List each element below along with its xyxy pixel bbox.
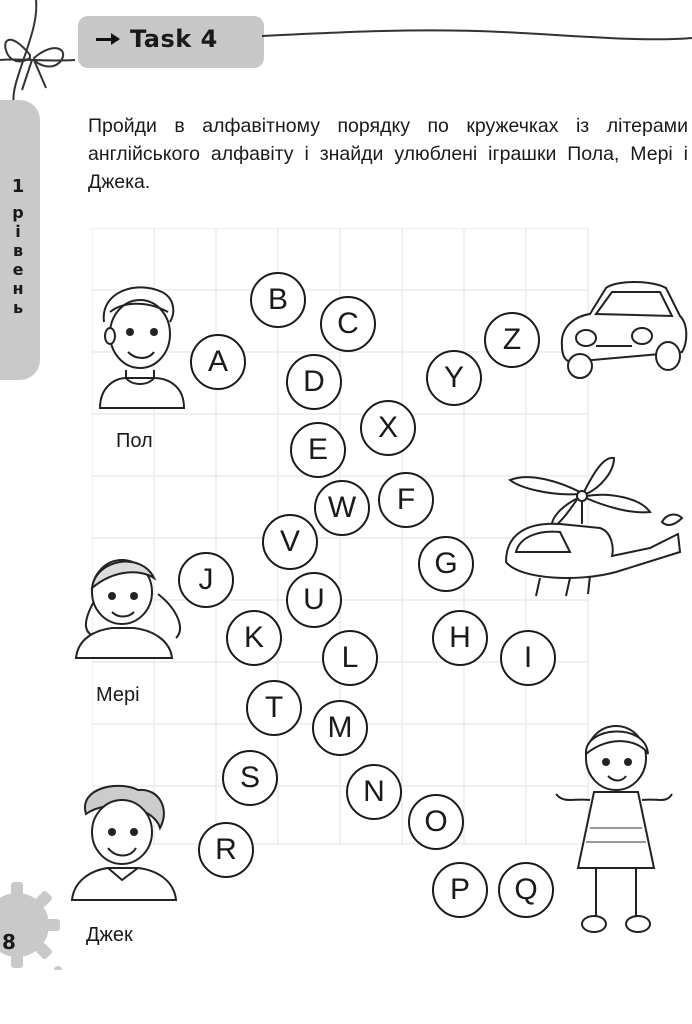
mary-caption: Мері [96,684,140,706]
letter-circle-n[interactable]: N [346,764,402,820]
letter-circle-r[interactable]: R [198,822,254,878]
letter-circle-p[interactable]: P [432,862,488,918]
page-number: 8 [2,930,16,954]
letter-circle-m[interactable]: M [312,700,368,756]
doll-illustration [550,718,678,944]
letter-circle-u[interactable]: U [286,572,342,628]
letter-circle-i[interactable]: I [500,630,556,686]
letter-circle-b[interactable]: B [250,272,306,328]
letter-circle-z[interactable]: Z [484,312,540,368]
gear-icon [0,880,62,970]
toy-helicopter-illustration [500,452,690,602]
arrow-icon [96,38,118,41]
mary-girl-illustration [72,548,188,660]
level-number: 1 [11,176,25,197]
task-title: Task 4 [130,25,218,53]
letter-circle-k[interactable]: K [226,610,282,666]
letter-circle-t[interactable]: T [246,680,302,736]
task-instruction: Пройди в алфавітному порядку по кружечках із літерами англійського алфавіту і знайди улюблені іграшки Пола, Мері і Джека. [88,115,688,193]
ribbon-bow-decoration [0,0,80,110]
letter-circle-j[interactable]: J [178,552,234,608]
letter-circle-e[interactable]: E [290,422,346,478]
letter-circle-q[interactable]: Q [498,862,554,918]
jack-boy-illustration [68,784,182,902]
letter-circle-x[interactable]: X [360,400,416,456]
letter-circle-l[interactable]: L [322,630,378,686]
letter-circle-y[interactable]: Y [426,350,482,406]
letter-circle-o[interactable]: O [408,794,464,850]
letter-circle-g[interactable]: G [418,536,474,592]
letter-circle-h[interactable]: H [432,610,488,666]
paul-caption: Пол [116,430,153,452]
letter-circle-d[interactable]: D [286,354,342,410]
task-header-tab [78,16,264,68]
toy-car-illustration [556,276,690,382]
letter-circle-c[interactable]: C [320,296,376,352]
letter-circle-v[interactable]: V [262,514,318,570]
letter-circle-f[interactable]: F [378,472,434,528]
paul-boy-illustration [96,282,188,410]
letter-circle-s[interactable]: S [222,750,278,806]
letter-circle-w[interactable]: W [314,480,370,536]
header-wavy-line [262,22,692,52]
level-label: р і в е н ь [12,203,24,317]
letter-circle-a[interactable]: A [190,334,246,390]
jack-caption: Джек [86,924,133,946]
